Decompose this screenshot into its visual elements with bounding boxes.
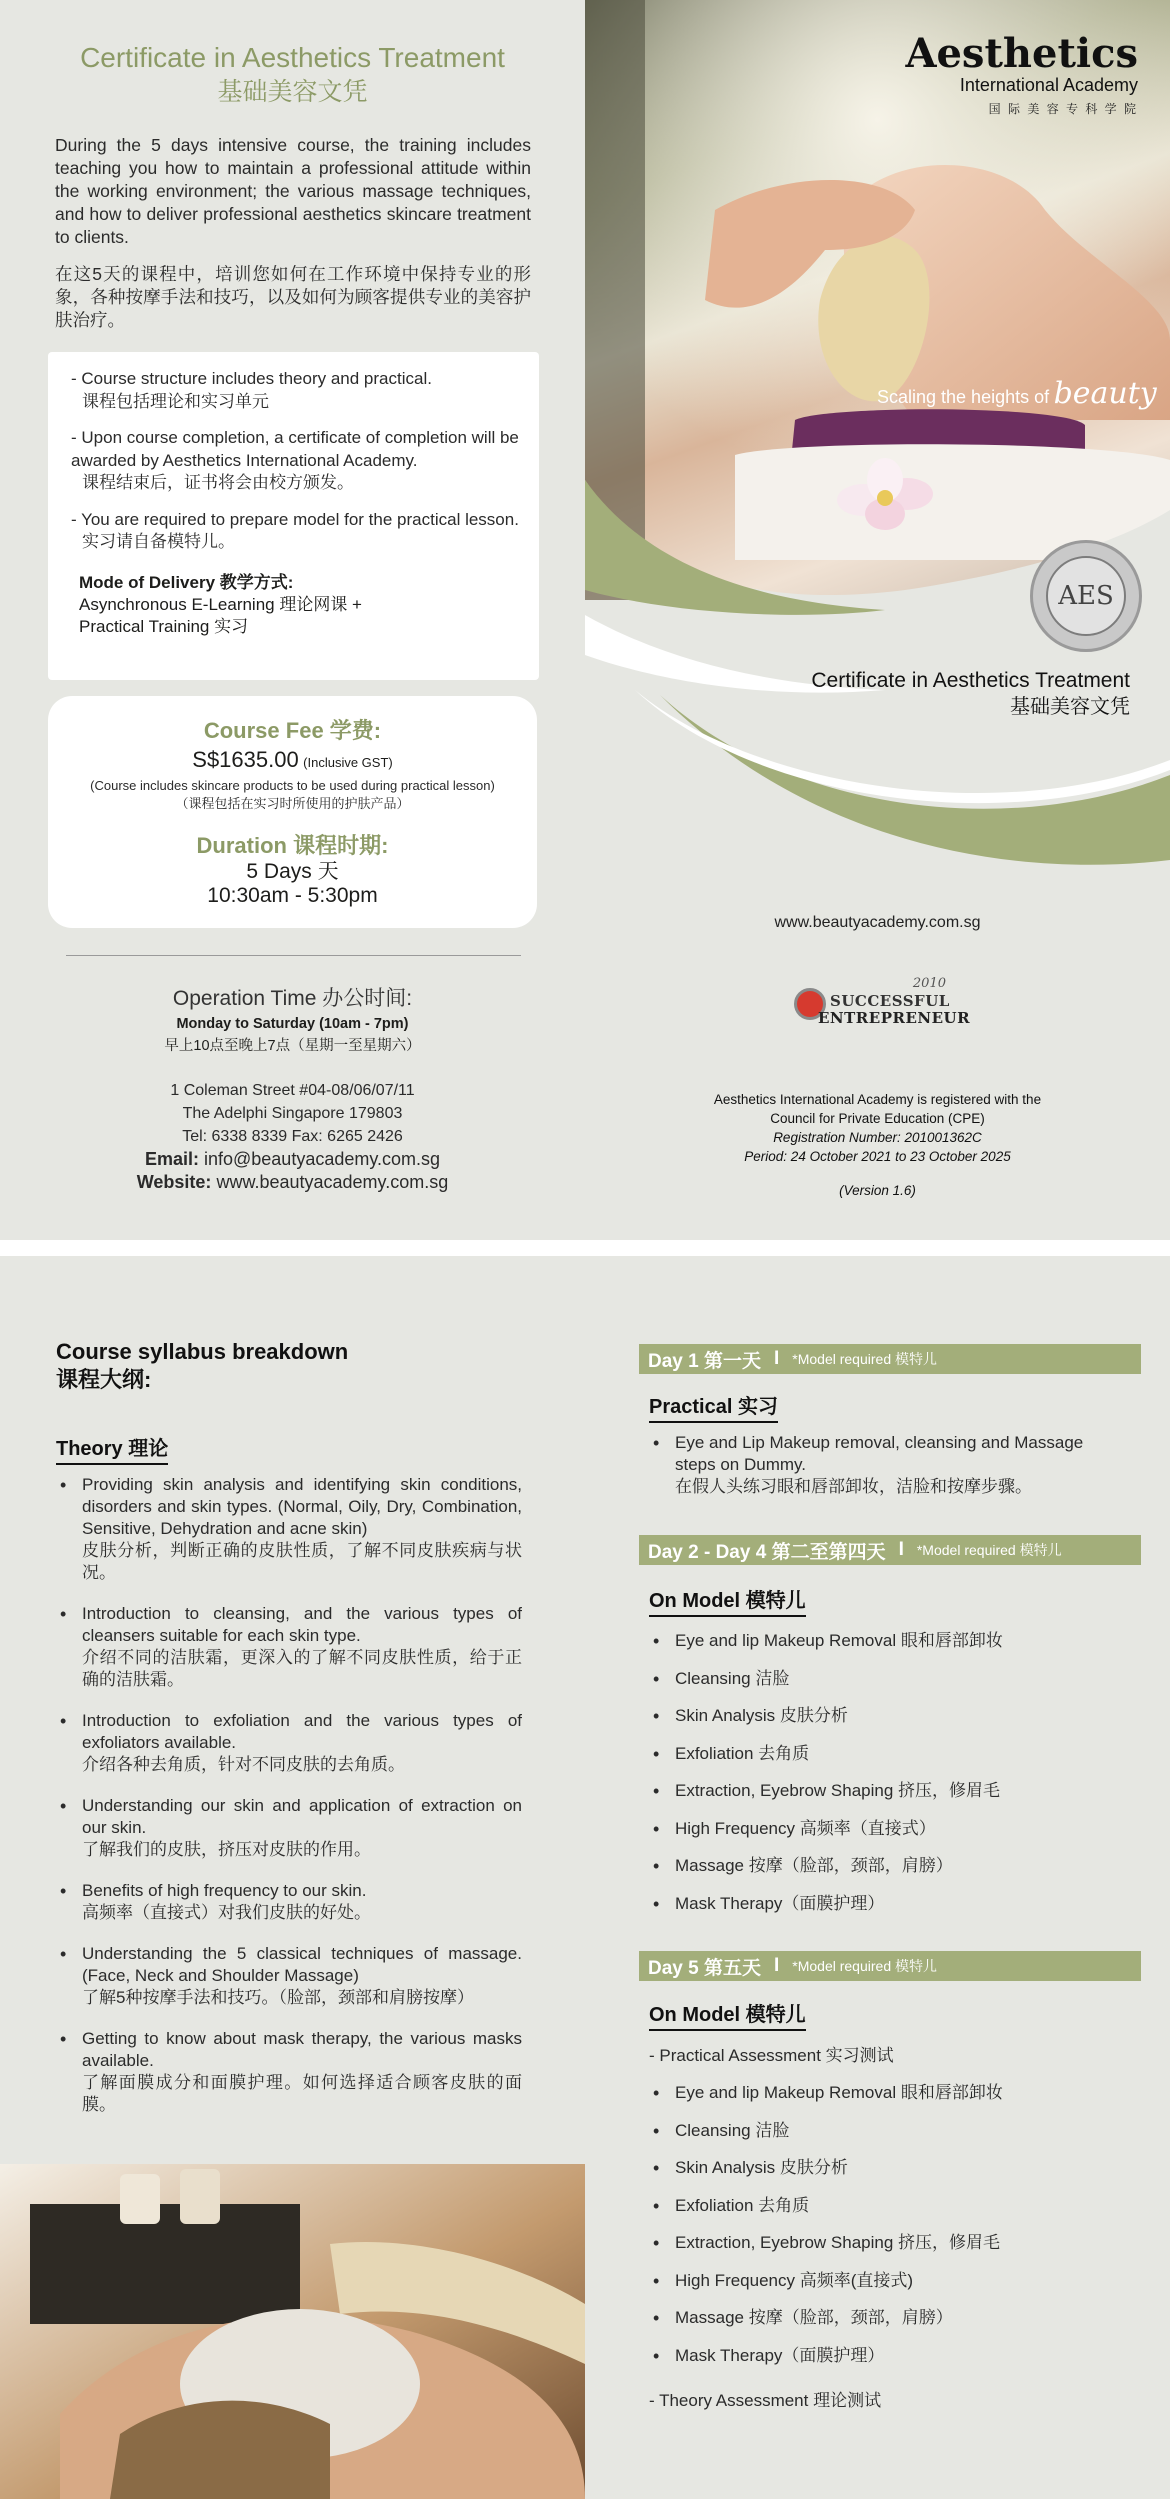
list-item: • Providing skin analysis and identifying skin conditions, disorders and skin types. (Normal, Oily, Dry, Combination, Sensitive, Dehydration and acne skin) 皮肤分析，判断正确的皮肤性质，了解不同皮肤疾病与状况。 bbox=[56, 1474, 522, 1584]
day5-separator: I bbox=[773, 1955, 780, 1976]
list-item: • Skin Analysis 皮肤分析 bbox=[649, 1705, 1119, 1727]
day1-separator: I bbox=[773, 1348, 780, 1369]
operation-hours-en: Monday to Saturday (10am - 7pm) bbox=[176, 1016, 409, 1032]
fee-note-cn: （课程包括在实习时所使用的护肤产品） bbox=[175, 796, 410, 811]
syllabus-panel bbox=[0, 1256, 585, 2499]
front-info-panel bbox=[0, 0, 585, 1240]
day2-bar bbox=[639, 1535, 1141, 1565]
day5-bar bbox=[639, 1951, 1141, 1981]
registration-block bbox=[585, 1090, 1170, 1200]
badge-line-1: SUCCESSFUL bbox=[830, 992, 950, 1010]
list-item: • Extraction, Eyebrow Shaping 挤压，修眉毛 bbox=[649, 1780, 1119, 1802]
email-label: Email: bbox=[144, 1149, 199, 1169]
page-title-en: Certificate in Aesthetics Treatment bbox=[80, 42, 505, 73]
contact-block bbox=[0, 985, 585, 1194]
practical-assessment: - Practical Assessment 实习测试 bbox=[649, 2046, 894, 2065]
duration-time: 10:30am - 5:30pm bbox=[207, 884, 378, 907]
duration-days: 5 Days 天 bbox=[246, 860, 339, 883]
badge-year: 2010 bbox=[912, 976, 946, 991]
syllabus-heading-en: Course syllabus breakdown bbox=[56, 1339, 349, 1364]
day5-note: *Model required 模特儿 bbox=[792, 1958, 937, 1974]
day2-separator: I bbox=[898, 1539, 904, 1560]
duration-label: Duration 课程时期: bbox=[196, 833, 389, 858]
theory-label: Theory 理论 bbox=[56, 1432, 168, 1465]
list-item: • Cleansing 洁脸 bbox=[649, 2120, 1119, 2142]
cover-title-cn: 基础美容文凭 bbox=[1010, 696, 1130, 718]
list-item: • Massage 按摩（脸部，颈部，肩膀） bbox=[649, 1855, 1119, 1877]
list-item: • Getting to know about mask therapy, the various masks available. 了解面膜成分和面膜护理。如何选择适合顾客皮肤的面膜。 bbox=[56, 2028, 522, 2116]
list-item: • Eye and lip Makeup Removal 眼和唇部卸妆 bbox=[649, 2082, 1119, 2104]
day5-title: Day 5 第五天 bbox=[648, 1957, 761, 1979]
list-item: • Eye and Lip Makeup removal, cleansing and Massage steps on Dummy. 在假人头练习眼和唇部卸妆，洁脸和按摩步骤。 bbox=[649, 1432, 1119, 1498]
reg-line-2: Council for Private Education (CPE) bbox=[770, 1111, 985, 1126]
on-model-label-day5: On Model 模特儿 bbox=[649, 1998, 806, 2031]
delivery-line-1: Asynchronous E-Learning 理论网课 + bbox=[79, 594, 362, 614]
list-item: • Benefits of high frequency to our skin. 高频率（直接式）对我们皮肤的好处。 bbox=[56, 1880, 522, 1924]
successful-entrepreneur-badge bbox=[790, 976, 971, 1040]
address-line-2: The Adelphi Singapore 179803 bbox=[182, 1105, 403, 1122]
day2-list bbox=[649, 1630, 1119, 1930]
logo-cn: 国 际 美 容 专 科 学 院 bbox=[988, 102, 1138, 116]
list-item: • Extraction, Eyebrow Shaping 挤压，修眉毛 bbox=[649, 2232, 1119, 2254]
tagline bbox=[877, 376, 1157, 411]
green-swoosh bbox=[585, 440, 1170, 880]
tagline-text: Scaling the heights of bbox=[877, 387, 1050, 407]
website-label: Website: bbox=[136, 1172, 212, 1192]
reg-period: Period: 24 October 2021 to 23 October 2025 bbox=[744, 1149, 1011, 1164]
list-item: • Mask Therapy（面膜护理） bbox=[649, 1893, 1119, 1915]
list-item: • High Frequency 高频率(直接式) bbox=[649, 2270, 1119, 2292]
list-item: • Introduction to exfoliation and the various types of exfoliators available. 介绍各种去角质，针对不同皮肤的去角质。 bbox=[56, 1710, 522, 1776]
tagline-script: beauty bbox=[1053, 376, 1157, 411]
syllabus-heading-cn: 课程大纲: bbox=[56, 1367, 152, 1392]
day2-note: *Model required 模特儿 bbox=[916, 1542, 1062, 1558]
facial-mask-photo bbox=[0, 2164, 585, 2499]
intro-cn: 在这5天的课程中，培训您如何在工作环境中保持专业的形象，各种按摩手法和技巧，以及如何为顾客提供专业的美容护肤治疗。 bbox=[55, 264, 531, 330]
aes-seal bbox=[1030, 540, 1142, 652]
email-link[interactable]: info@beautyacademy.com.sg bbox=[203, 1149, 441, 1169]
delivery-block bbox=[71, 572, 519, 638]
cover-panel bbox=[585, 0, 1170, 1240]
practical-label: Practical 实习 bbox=[649, 1390, 778, 1423]
day5-list bbox=[649, 2082, 1119, 2382]
reg-line-1: Aesthetics International Academy is registered with the bbox=[713, 1092, 1042, 1107]
day1-list bbox=[649, 1432, 1119, 1514]
syllabus-heading bbox=[56, 1338, 348, 1394]
list-item: • Massage 按摩（脸部，颈部，肩膀） bbox=[649, 2307, 1119, 2329]
cover-title-en: Certificate in Aesthetics Treatment bbox=[811, 669, 1130, 692]
list-item: • Exfoliation 去角质 bbox=[649, 1743, 1119, 1765]
fee-card bbox=[48, 696, 537, 928]
day2-title: Day 2 - Day 4 第二至第四天 bbox=[648, 1541, 886, 1563]
delivery-line-2: Practical Training 实习 bbox=[79, 616, 249, 636]
cover-website[interactable]: www.beautyacademy.com.sg bbox=[774, 914, 981, 931]
point-model: - You are required to prepare model for the practical lesson. 实习请自备模特儿。 bbox=[71, 509, 519, 551]
list-item: • Skin Analysis 皮肤分析 bbox=[649, 2157, 1119, 2179]
point-structure: - Course structure includes theory and practical. 课程包括理论和实习单元 bbox=[71, 369, 432, 411]
day1-title: Day 1 第一天 bbox=[648, 1350, 761, 1372]
academy-logo bbox=[905, 30, 1138, 117]
phone-fax: Tel: 6338 8339 Fax: 6265 2426 bbox=[182, 1128, 403, 1145]
page-title-cn: 基础美容文凭 bbox=[217, 78, 368, 106]
title-block bbox=[0, 40, 585, 108]
day1-note: *Model required 模特儿 bbox=[792, 1351, 937, 1367]
logo-main: Aesthetics bbox=[905, 30, 1138, 77]
list-item: • High Frequency 高频率（直接式） bbox=[649, 1818, 1119, 1840]
reg-number: Registration Number: 201001362C bbox=[773, 1130, 982, 1145]
list-item: • Understanding our skin and application of extraction on our skin. 了解我们的皮肤，挤压对皮肤的作用。 bbox=[56, 1795, 522, 1861]
course-points-card bbox=[48, 352, 539, 680]
list-item: • Cleansing 洁脸 bbox=[649, 1668, 1119, 1690]
address-line-1: 1 Coleman Street #04-08/06/07/11 bbox=[170, 1082, 415, 1099]
fee-gst: (Inclusive GST) bbox=[303, 755, 393, 770]
fee-note-en: (Course includes skincare products to be used during practical lesson) bbox=[90, 778, 495, 793]
theory-assessment: - Theory Assessment 理论测试 bbox=[649, 2391, 882, 2410]
intro-en: During the 5 days intensive course, the training includes teaching you how to maintain a professional attitude within the working environment; the various massage techniques, and how to deliver professional aesthetics skincare treatment to clients. bbox=[55, 135, 531, 247]
point-certificate: - Upon course completion, a certificate of completion will be awarded by Aesthetics International Academy. 课程结束后，证书将会由校方颁发。 bbox=[71, 428, 519, 492]
schedule-panel bbox=[585, 1256, 1170, 2499]
badge-line-2: ENTREPRENEUR bbox=[818, 1009, 971, 1027]
version-label: (Version 1.6) bbox=[839, 1183, 916, 1198]
on-model-label: On Model 模特儿 bbox=[649, 1584, 806, 1617]
operation-hours-cn: 早上10点至晚上7点（星期一至星期六） bbox=[164, 1038, 421, 1054]
cover-title-block bbox=[811, 668, 1130, 720]
operation-label: Operation Time 办公时间: bbox=[172, 987, 413, 1010]
list-item: • Eye and lip Makeup Removal 眼和唇部卸妆 bbox=[649, 1630, 1119, 1652]
list-item: • Introduction to cleansing, and the various types of cleansers suitable for each skin type. 介绍不同的洁肤霜，更深入的了解不同皮肤性质，给于正确的洁肤霜。 bbox=[56, 1603, 522, 1691]
website-link[interactable]: www.beautyacademy.com.sg bbox=[216, 1172, 449, 1192]
seal-text: AES bbox=[1058, 581, 1114, 611]
list-item: • Exfoliation 去角质 bbox=[649, 2195, 1119, 2217]
day1-bar bbox=[639, 1344, 1141, 1374]
logo-sub: International Academy bbox=[959, 75, 1138, 95]
divider bbox=[66, 955, 521, 956]
list-item: • Mask Therapy（面膜护理） bbox=[649, 2345, 1119, 2367]
list-item: • Understanding the 5 classical techniques of massage. (Face, Neck and Shoulder Massage) 了解5种按摩手法和技巧。（脸部，颈部和肩膀按摩） bbox=[56, 1943, 522, 2009]
delivery-label: Mode of Delivery 教学方式: bbox=[79, 572, 294, 592]
fee-label: Course Fee 学费: bbox=[203, 718, 382, 743]
theory-list bbox=[56, 1474, 522, 2135]
fee-amount: S$1635.00 bbox=[192, 747, 299, 772]
